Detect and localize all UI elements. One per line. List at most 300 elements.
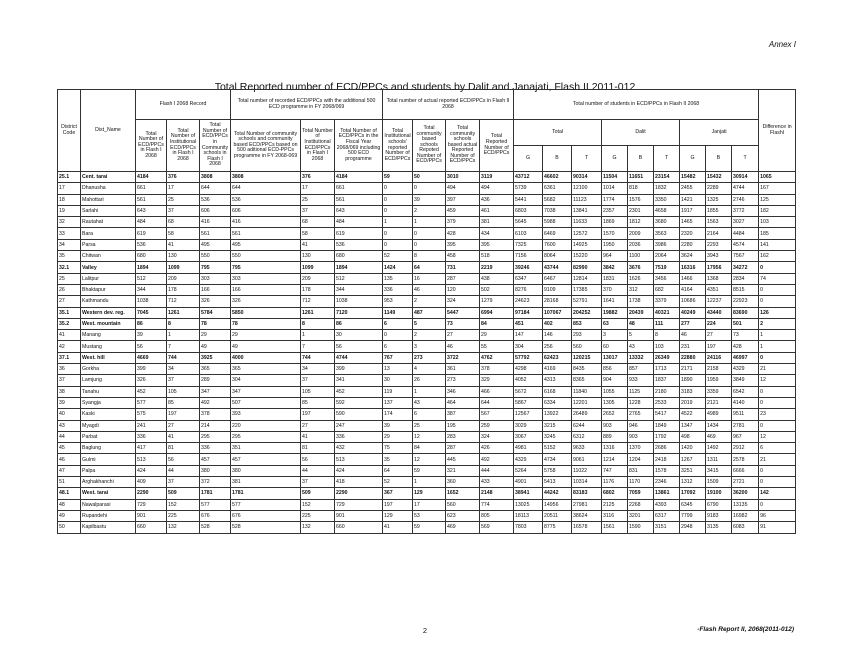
value-cell: 903 xyxy=(602,420,628,431)
header-dalit: Dalit xyxy=(602,120,680,146)
value-cell: 14956 xyxy=(543,499,572,510)
value-cell: 37 xyxy=(167,205,200,216)
value-cell: 277 xyxy=(680,318,706,329)
value-cell: 43744 xyxy=(543,262,572,273)
value-cell: 512 xyxy=(335,273,383,284)
value-cell: 4669 xyxy=(136,352,167,363)
value-cell: 487 xyxy=(413,307,446,318)
district-code-cell: 19 xyxy=(58,205,81,216)
value-cell: 5417 xyxy=(654,409,680,420)
value-cell: 2301 xyxy=(628,205,654,216)
value-cell: 50 xyxy=(413,172,446,183)
header-c4: Total Number of Institutional ECD/PPCs in Flash I 2068 xyxy=(167,120,200,172)
value-cell: 166 xyxy=(200,284,231,295)
value-cell: 8 xyxy=(301,318,335,329)
header-c3: Total Number of ECD/PPCs in Flash I 2068 xyxy=(136,120,167,172)
value-cell: 209 xyxy=(301,273,335,284)
value-cell: 5672 xyxy=(514,386,543,397)
value-cell: 4658 xyxy=(654,205,680,216)
value-cell: 2 xyxy=(413,330,446,341)
value-cell: 561 xyxy=(200,228,231,239)
district-name-cell: Parbat xyxy=(81,431,136,442)
value-cell: 1311 xyxy=(706,454,732,465)
value-cell: 660 xyxy=(335,522,383,533)
value-cell: 2009 xyxy=(628,228,654,239)
value-cell: 347 xyxy=(200,386,231,397)
value-cell: 360 xyxy=(446,477,480,488)
value-cell: 1576 xyxy=(628,194,654,205)
value-cell: 7567 xyxy=(732,251,759,262)
district-name-cell: Chitwan xyxy=(81,251,136,262)
value-cell: 4734 xyxy=(543,454,572,465)
table-row xyxy=(58,454,796,465)
district-name-cell: Kapilbastu xyxy=(81,522,136,533)
value-cell: 13861 xyxy=(654,488,680,499)
value-cell: 130 xyxy=(167,251,200,262)
value-cell: 4574 xyxy=(732,239,759,250)
value-cell: 903 xyxy=(628,431,654,442)
value-cell: 0 xyxy=(759,296,796,307)
value-cell: 12 xyxy=(759,375,796,386)
value-cell: 536 xyxy=(335,239,383,250)
value-cell: 889 xyxy=(602,431,628,442)
value-cell: 152 xyxy=(301,499,335,510)
header-total-g: G xyxy=(514,146,543,172)
value-cell: 6103 xyxy=(514,228,543,239)
value-cell: 52 xyxy=(383,251,413,262)
header-dalit-t: T xyxy=(654,146,680,172)
value-cell: 3925 xyxy=(200,352,231,363)
value-cell: 2357 xyxy=(602,205,628,216)
value-cell: 6467 xyxy=(543,273,572,284)
district-name-cell: Baglung xyxy=(81,443,136,454)
value-cell: 3215 xyxy=(543,420,572,431)
value-cell: 3772 xyxy=(732,205,759,216)
value-cell: 26489 xyxy=(572,409,602,420)
value-cell: 856 xyxy=(602,364,628,375)
value-cell: 367 xyxy=(383,488,413,499)
value-cell: 48 xyxy=(628,318,654,329)
value-cell: 2781 xyxy=(732,420,759,431)
value-cell: 2293 xyxy=(706,239,732,250)
value-cell: 4052 xyxy=(514,375,543,386)
value-cell: 1837 xyxy=(654,375,680,386)
value-cell: 64 xyxy=(383,465,413,476)
value-cell: 3808 xyxy=(231,172,301,183)
value-cell: 1204 xyxy=(628,454,654,465)
district-code-cell: 34 xyxy=(58,239,81,250)
table-row xyxy=(58,386,796,397)
value-cell: 10686 xyxy=(680,296,706,307)
value-cell: 3 xyxy=(602,330,628,341)
value-cell: 273 xyxy=(446,375,480,386)
district-code-cell: 45 xyxy=(58,443,81,454)
value-cell: 13922 xyxy=(543,409,572,420)
value-cell: 347 xyxy=(231,386,301,397)
value-cell: 5739 xyxy=(514,183,543,194)
value-cell: 1368 xyxy=(706,273,732,284)
table-row xyxy=(58,465,796,476)
district-name-cell: Parsa xyxy=(81,239,136,250)
value-cell: 27 xyxy=(167,420,200,431)
value-cell: 7045 xyxy=(136,307,167,318)
value-cell: 452 xyxy=(136,386,167,397)
value-cell: 1214 xyxy=(602,454,628,465)
value-cell: 1578 xyxy=(654,465,680,476)
value-cell: 37 xyxy=(301,205,335,216)
value-cell: 494 xyxy=(480,183,514,194)
value-cell: 606 xyxy=(200,205,231,216)
value-cell: 126 xyxy=(759,307,796,318)
value-cell: 4000 xyxy=(231,352,301,363)
value-cell: 1492 xyxy=(706,443,732,454)
value-cell: 1228 xyxy=(628,397,654,408)
district-name-cell: Valley xyxy=(81,262,136,273)
value-cell: 623 xyxy=(446,510,480,521)
value-cell: 8 xyxy=(413,251,446,262)
district-code-cell: 25.1 xyxy=(58,172,81,183)
table-row xyxy=(58,499,796,510)
district-code-cell: 32 xyxy=(58,217,81,228)
value-cell: 953 xyxy=(383,296,413,307)
value-cell: 0 xyxy=(759,499,796,510)
value-cell: 130 xyxy=(301,251,335,262)
value-cell: 321 xyxy=(446,465,480,476)
value-cell: 197 xyxy=(301,409,335,420)
value-cell: 27 xyxy=(446,330,480,341)
value-cell: 16578 xyxy=(572,522,602,533)
value-cell: 1 xyxy=(413,217,446,228)
value-cell: 3067 xyxy=(514,431,543,442)
value-cell: 1917 xyxy=(680,205,706,216)
district-code-cell: 46 xyxy=(58,454,81,465)
value-cell: 11633 xyxy=(572,217,602,228)
page-number: 2 xyxy=(422,626,428,635)
value-cell: 41 xyxy=(301,239,335,250)
value-cell: 4901 xyxy=(514,477,543,488)
value-cell: 904 xyxy=(602,375,628,386)
value-cell: 1781 xyxy=(231,488,301,499)
value-cell: 744 xyxy=(167,352,200,363)
value-cell: 378 xyxy=(200,409,231,420)
value-cell: 326 xyxy=(200,296,231,307)
value-cell: 680 xyxy=(335,251,383,262)
value-cell: 458 xyxy=(446,251,480,262)
value-cell: 2164 xyxy=(706,228,732,239)
annex-label: Annex I xyxy=(768,40,796,49)
value-cell: 550 xyxy=(231,251,301,262)
value-cell: 518 xyxy=(480,251,514,262)
value-cell: 39 xyxy=(136,330,167,341)
value-cell: 452 xyxy=(335,386,383,397)
value-cell: 484 xyxy=(136,217,167,228)
value-cell: 4184 xyxy=(335,172,383,183)
value-cell: 2 xyxy=(759,318,796,329)
value-cell: 644 xyxy=(231,183,301,194)
value-cell: 2289 xyxy=(706,183,732,194)
value-cell: 17956 xyxy=(706,262,732,273)
value-cell: 0 xyxy=(759,477,796,488)
table-row xyxy=(58,522,796,533)
value-cell: 365 xyxy=(231,364,301,375)
value-cell: 536 xyxy=(200,194,231,205)
value-cell: 2686 xyxy=(654,443,680,454)
value-cell: 9109 xyxy=(543,284,572,295)
value-cell: 56 xyxy=(167,454,200,465)
value-cell: 43 xyxy=(413,397,446,408)
table-row xyxy=(58,251,796,262)
value-cell: 509 xyxy=(301,488,335,499)
value-cell: 8064 xyxy=(543,251,572,262)
value-cell: 6469 xyxy=(543,228,572,239)
district-name-cell: Dhanusha xyxy=(81,183,136,194)
value-cell: 58 xyxy=(301,228,335,239)
value-cell: 676 xyxy=(200,510,231,521)
value-cell: 5 xyxy=(413,318,446,329)
value-cell: 528 xyxy=(231,522,301,533)
value-cell: 6345 xyxy=(680,499,706,510)
value-cell: 29 xyxy=(231,330,301,341)
value-cell: 560 xyxy=(572,341,602,352)
value-cell: 78 xyxy=(231,318,301,329)
value-cell: 1832 xyxy=(654,183,680,194)
value-cell: 344 xyxy=(335,284,383,295)
value-cell: 30 xyxy=(383,375,413,386)
value-cell: 3135 xyxy=(706,522,732,533)
header-total: Total xyxy=(514,120,602,146)
district-code-cell: 40 xyxy=(58,409,81,420)
value-cell: 129 xyxy=(383,510,413,521)
value-cell: 5645 xyxy=(514,217,543,228)
district-name-cell: Palpa xyxy=(81,465,136,476)
value-cell: 41 xyxy=(167,239,200,250)
value-cell: 3624 xyxy=(680,251,706,262)
value-cell: 9061 xyxy=(572,454,602,465)
district-name-cell: Mahottari xyxy=(81,194,136,205)
value-cell: 182 xyxy=(759,205,796,216)
value-cell: 3359 xyxy=(706,386,732,397)
value-cell: 2765 xyxy=(628,409,654,420)
value-cell: 416 xyxy=(231,217,301,228)
value-cell: 132 xyxy=(167,522,200,533)
value-cell: 1325 xyxy=(706,194,732,205)
value-cell: 259 xyxy=(480,420,514,431)
value-cell: 1641 xyxy=(602,296,628,307)
table-row xyxy=(58,217,796,228)
value-cell: 1261 xyxy=(301,307,335,318)
value-cell: 129 xyxy=(413,488,446,499)
header-janjati-g: G xyxy=(680,146,706,172)
header-recorded-group: Total number of recorded ECD/PPCs with the additional 500 ECD programme in FY 2068/069 xyxy=(231,90,383,120)
value-cell: 3808 xyxy=(200,172,231,183)
table-row xyxy=(58,228,796,239)
value-cell: 12 xyxy=(759,431,796,442)
value-cell: 197 xyxy=(383,499,413,510)
header-flash1-group: Flash I 2068 Record xyxy=(136,90,231,120)
value-cell: 40249 xyxy=(680,307,706,318)
value-cell: 1894 xyxy=(136,262,167,273)
header-c8: Total Number of ECD/PPCs in the Fiscal Year 2068/069 including 500 ECD programme xyxy=(335,120,383,172)
value-cell: 4522 xyxy=(680,409,706,420)
header-actual-group: Total number of actual reported ECD/PPCs in Flash II 2068 xyxy=(383,90,514,120)
value-cell: 68 xyxy=(167,217,200,228)
value-cell: 2280 xyxy=(680,239,706,250)
value-cell: 78 xyxy=(200,318,231,329)
value-cell: 8 xyxy=(167,318,200,329)
value-cell: 774 xyxy=(480,499,514,510)
value-cell: 60 xyxy=(602,341,628,352)
value-cell: 146 xyxy=(543,330,572,341)
value-cell: 214 xyxy=(200,420,231,431)
value-cell: 7038 xyxy=(543,205,572,216)
value-cell: 4981 xyxy=(514,443,543,454)
value-cell: 492 xyxy=(480,454,514,465)
value-cell: 84 xyxy=(480,318,514,329)
value-cell: 644 xyxy=(200,183,231,194)
value-cell: 34 xyxy=(301,364,335,375)
value-cell: 231 xyxy=(680,341,706,352)
value-cell: 0 xyxy=(383,228,413,239)
value-cell: 680 xyxy=(136,251,167,262)
value-cell: 744 xyxy=(301,352,335,363)
value-cell: 2180 xyxy=(654,386,680,397)
value-cell: 6083 xyxy=(732,522,759,533)
value-cell: 59 xyxy=(413,522,446,533)
value-cell: 1831 xyxy=(602,273,628,284)
value-cell: 432 xyxy=(335,443,383,454)
value-cell: 0 xyxy=(383,183,413,194)
value-cell: 1890 xyxy=(680,375,706,386)
district-code-cell: 18 xyxy=(58,194,81,205)
value-cell: 661 xyxy=(335,183,383,194)
value-cell: 426 xyxy=(480,443,514,454)
value-cell: 341 xyxy=(335,375,383,386)
value-cell: 1421 xyxy=(680,194,706,205)
value-cell: 19882 xyxy=(602,307,628,318)
value-cell: 1420 xyxy=(680,443,706,454)
value-cell: 11651 xyxy=(628,172,654,183)
value-cell: 303 xyxy=(200,273,231,284)
value-cell: 498 xyxy=(680,431,706,442)
value-cell: 2533 xyxy=(654,397,680,408)
value-cell: 2148 xyxy=(480,488,514,499)
value-cell: 91 xyxy=(759,522,796,533)
value-cell: 8276 xyxy=(514,284,543,295)
value-cell: 312 xyxy=(628,284,654,295)
value-cell: 1590 xyxy=(628,522,654,533)
value-cell: 6802 xyxy=(602,488,628,499)
table-row xyxy=(58,510,796,521)
value-cell: 39246 xyxy=(514,262,543,273)
value-cell: 96 xyxy=(759,510,796,521)
value-cell: 6790 xyxy=(706,499,732,510)
value-cell: 4744 xyxy=(335,352,383,363)
table-row xyxy=(58,262,796,273)
value-cell: 273 xyxy=(413,352,446,363)
value-cell: 6 xyxy=(413,409,446,420)
value-cell: 4989 xyxy=(706,409,732,420)
value-cell: 644 xyxy=(480,397,514,408)
value-cell: 536 xyxy=(136,239,167,250)
value-cell: 5988 xyxy=(543,217,572,228)
value-cell: 469 xyxy=(706,431,732,442)
value-cell: 7519 xyxy=(654,262,680,273)
value-cell: 1305 xyxy=(602,397,628,408)
value-cell: 6 xyxy=(383,341,413,352)
value-cell: 606 xyxy=(231,205,301,216)
value-cell: 409 xyxy=(136,477,167,488)
value-cell: 3116 xyxy=(602,510,628,521)
value-cell: 1894 xyxy=(335,262,383,273)
value-cell: 8365 xyxy=(572,375,602,386)
header-c12: Total Reported Number of ECD/PPCs xyxy=(480,120,514,172)
value-cell: 0 xyxy=(413,228,446,239)
value-cell: 494 xyxy=(446,183,480,194)
district-name-cell: Syangja xyxy=(81,397,136,408)
header-dist-name: Dist_Name xyxy=(81,90,136,172)
value-cell: 661 xyxy=(136,183,167,194)
value-cell: 37 xyxy=(301,375,335,386)
value-cell: 501 xyxy=(732,318,759,329)
value-cell: 6 xyxy=(759,443,796,454)
value-cell: 21 xyxy=(759,454,796,465)
district-code-cell: 27 xyxy=(58,296,81,307)
district-name-cell: Tanahu xyxy=(81,386,136,397)
value-cell: 805 xyxy=(480,510,514,521)
value-cell: 4313 xyxy=(543,375,572,386)
value-cell: 324 xyxy=(480,431,514,442)
value-cell: 712 xyxy=(301,296,335,307)
table-row xyxy=(58,273,796,284)
value-cell: 592 xyxy=(335,397,383,408)
value-cell: 43440 xyxy=(706,307,732,318)
value-cell: 4169 xyxy=(543,364,572,375)
value-cell: 0 xyxy=(759,397,796,408)
header-c7: Total Number of Institutional ECD/PPCs in Flash I 2068 xyxy=(301,120,335,172)
value-cell: 8435 xyxy=(572,364,602,375)
value-cell: 59 xyxy=(413,465,446,476)
value-cell: 40321 xyxy=(654,307,680,318)
header-janjati-t: T xyxy=(732,146,759,172)
value-cell: 1713 xyxy=(654,364,680,375)
value-cell: 575 xyxy=(136,409,167,420)
value-cell: 105 xyxy=(301,386,335,397)
value-cell: 1038 xyxy=(136,296,167,307)
district-code-cell: 36 xyxy=(58,364,81,375)
value-cell: 16316 xyxy=(680,262,706,273)
value-cell: 6347 xyxy=(514,273,543,284)
value-cell: 105 xyxy=(167,386,200,397)
value-cell: 469 xyxy=(446,522,480,533)
value-cell: 1 xyxy=(301,330,335,341)
value-cell: 336 xyxy=(200,443,231,454)
value-cell: 59 xyxy=(383,172,413,183)
value-cell: 1279 xyxy=(480,296,514,307)
value-cell: 1563 xyxy=(706,217,732,228)
value-cell: 25 xyxy=(301,194,335,205)
value-cell: 3842 xyxy=(602,262,628,273)
district-code-cell: 51 xyxy=(58,477,81,488)
value-cell: 8 xyxy=(654,330,680,341)
value-cell: 0 xyxy=(759,465,796,476)
header-total-t: T xyxy=(572,146,602,172)
value-cell: 46 xyxy=(680,330,706,341)
value-cell: 4329 xyxy=(514,454,543,465)
value-cell: 513 xyxy=(335,454,383,465)
value-cell: 3029 xyxy=(514,420,543,431)
value-cell: 19100 xyxy=(706,488,732,499)
value-cell: 1099 xyxy=(301,262,335,273)
